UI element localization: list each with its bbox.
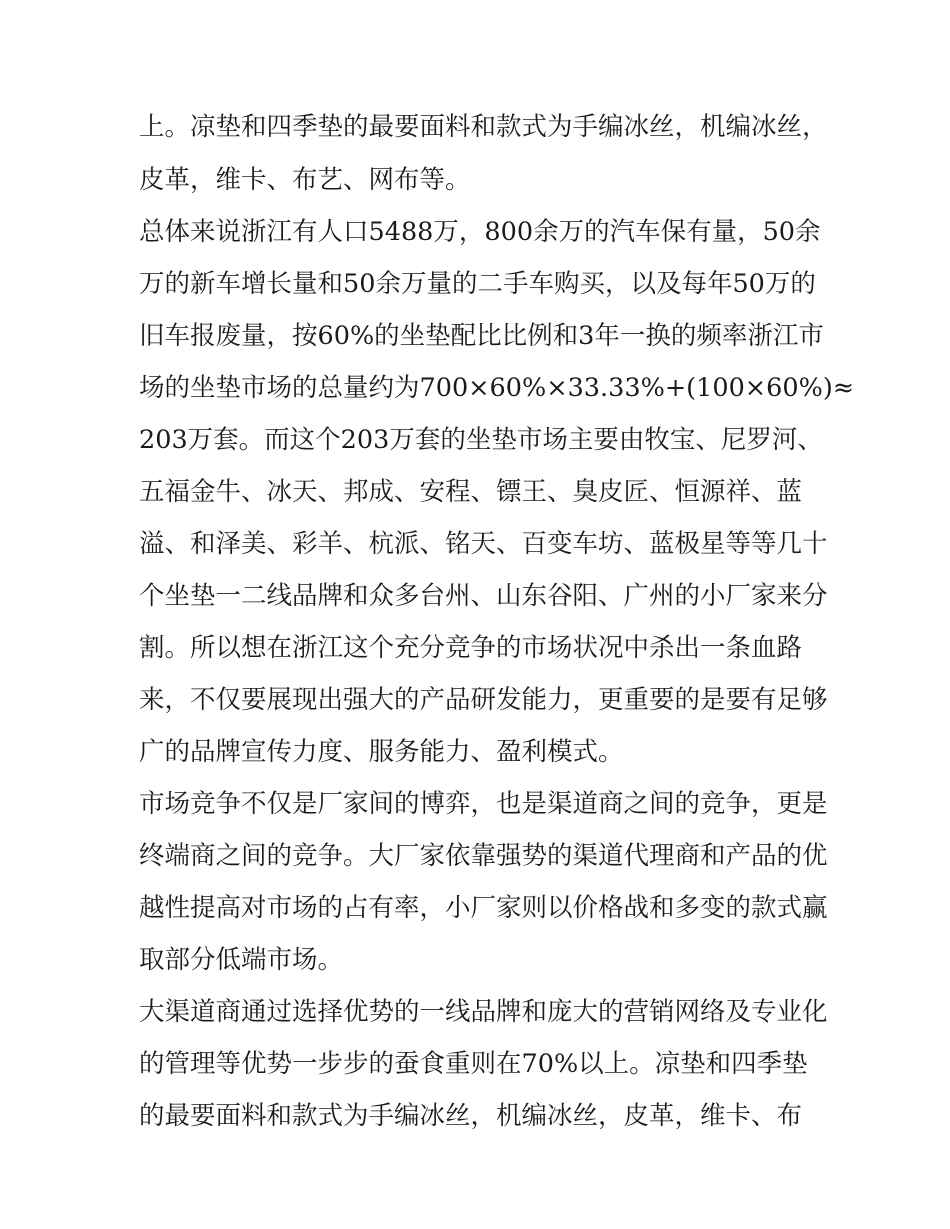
- text-line: 市场竞争不仅是厂家间的博弈，也是渠道商之间的竞争，更是: [139, 789, 828, 819]
- text-line: 皮革，维卡、布艺、网布等。: [139, 165, 471, 195]
- text-line: 五福金牛、冰天、邦成、安程、镖王、臭皮匠、恒源祥、蓝: [139, 477, 803, 507]
- text-line: 越性提高对市场的占有率，小厂家则以价格战和多变的款式赢: [139, 893, 828, 923]
- text-line: 来，不仅要展现出强大的产品研发能力，更重要的是要有足够: [139, 685, 828, 715]
- text-line: 万的新车增长量和50余万量的二手车购买，以及每年50万的: [139, 269, 816, 299]
- text-line: 场的坐垫市场的总量约为700×60%×33.33%+(100×60%)≈: [139, 373, 855, 403]
- text-line: 广的品牌宣传力度、服务能力、盈利模式。: [139, 737, 624, 767]
- text-line: 的管理等优势一步步的蚕食重则在70%以上。凉垫和四季垫: [139, 1049, 808, 1079]
- text-line: 割。所以想在浙江这个充分竞争的市场状况中杀出一条血路: [139, 633, 803, 663]
- text-line: 上。凉垫和四季垫的最要面料和款式为手编冰丝，机编冰丝，: [139, 112, 828, 142]
- text-line: 取部分低端市场。: [139, 945, 344, 975]
- text-line: 的最要面料和款式为手编冰丝，机编冰丝，皮革，维卡、布: [139, 1101, 803, 1131]
- text-line: 总体来说浙江有人口5488万，800余万的汽车保有量，50余: [139, 217, 821, 247]
- text-line: 个坐垫一二线品牌和众多台州、山东谷阳、广州的小厂家来分: [139, 581, 828, 611]
- text-line: 终端商之间的竞争。大厂家依靠强势的渠道代理商和产品的优: [139, 841, 828, 871]
- text-line: 溢、和泽美、彩羊、杭派、铭天、百变车坊、蓝极星等等几十: [139, 529, 828, 559]
- text-line: 旧车报废量，按60%的坐垫配比比例和3年一换的频率浙江市: [139, 321, 824, 351]
- text-line: 203万套。而这个203万套的坐垫市场主要由牧宝、尼罗河、: [139, 425, 823, 455]
- text-line: 大渠道商通过选择优势的一线品牌和庞大的营销网络及专业化: [139, 997, 828, 1027]
